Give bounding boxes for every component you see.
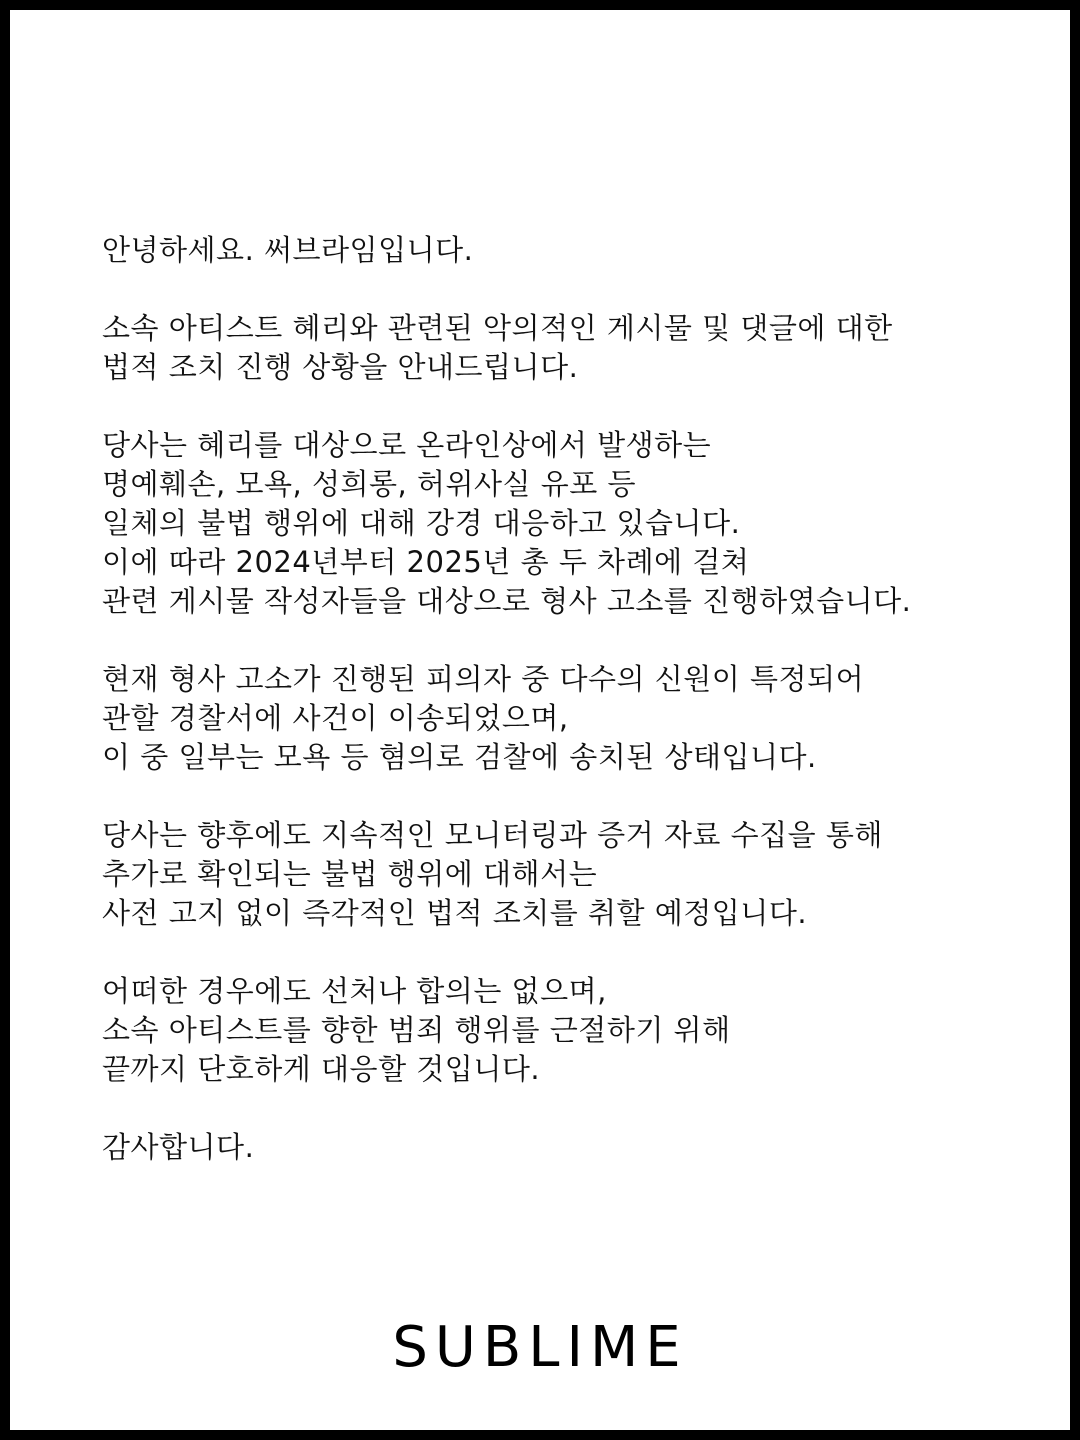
text-line: 당사는 혜리를 대상으로 온라인상에서 발생하는 xyxy=(102,428,712,462)
paragraph-monitoring xyxy=(102,816,1062,933)
text-line: 당사는 향후에도 지속적인 모니터링과 증거 자료 수집을 통해 xyxy=(102,818,883,852)
text-line: 관할 경찰서에 사건이 이송되었으며, xyxy=(102,701,569,735)
text-line: 관련 게시물 작성자들을 대상으로 형사 고소를 진행하였습니다. xyxy=(102,584,912,618)
text-line: 끝까지 단호하게 대응할 것입니다. xyxy=(102,1052,541,1086)
text-line: 사전 고지 없이 즉각적인 법적 조치를 취할 예정입니다. xyxy=(102,896,808,930)
text-line: 어떠한 경우에도 선처나 합의는 없으며, xyxy=(102,974,607,1008)
text-line: 이 중 일부는 모욕 등 혐의로 검찰에 송치된 상태입니다. xyxy=(102,740,817,774)
paragraph-no-leniency xyxy=(102,972,1062,1089)
brand-logo: SUBLIME xyxy=(392,1315,688,1380)
notice-body xyxy=(102,231,1062,1206)
text-line: 소속 아티스트를 향한 범죄 행위를 근절하기 위해 xyxy=(102,1013,731,1047)
text-line: 소속 아티스트 혜리와 관련된 악의적인 게시물 및 댓글에 대한 xyxy=(102,311,893,345)
notice-page xyxy=(10,10,1070,1430)
text-line: 현재 형사 고소가 진행된 피의자 중 다수의 신원이 특정되어 xyxy=(102,662,865,696)
closing-text: 감사합니다. xyxy=(102,1130,255,1164)
greeting-paragraph xyxy=(102,231,1062,270)
greeting-text: 안녕하세요. 써브라임입니다. xyxy=(102,233,474,267)
text-line: 추가로 확인되는 불법 행위에 대해서는 xyxy=(102,857,598,891)
paragraph-legal-action-intro xyxy=(102,309,1062,387)
text-line: 명예훼손, 모욕, 성희롱, 허위사실 유포 등 xyxy=(102,467,636,501)
paragraph-criminal-complaints xyxy=(102,426,1062,621)
closing-paragraph xyxy=(102,1128,1062,1167)
text-line: 법적 조치 진행 상황을 안내드립니다. xyxy=(102,350,579,384)
text-line: 일체의 불법 행위에 대해 강경 대응하고 있습니다. xyxy=(102,506,741,540)
paragraph-case-status xyxy=(102,660,1062,777)
text-line: 이에 따라 2024년부터 2025년 총 두 차례에 걸쳐 xyxy=(102,545,750,579)
